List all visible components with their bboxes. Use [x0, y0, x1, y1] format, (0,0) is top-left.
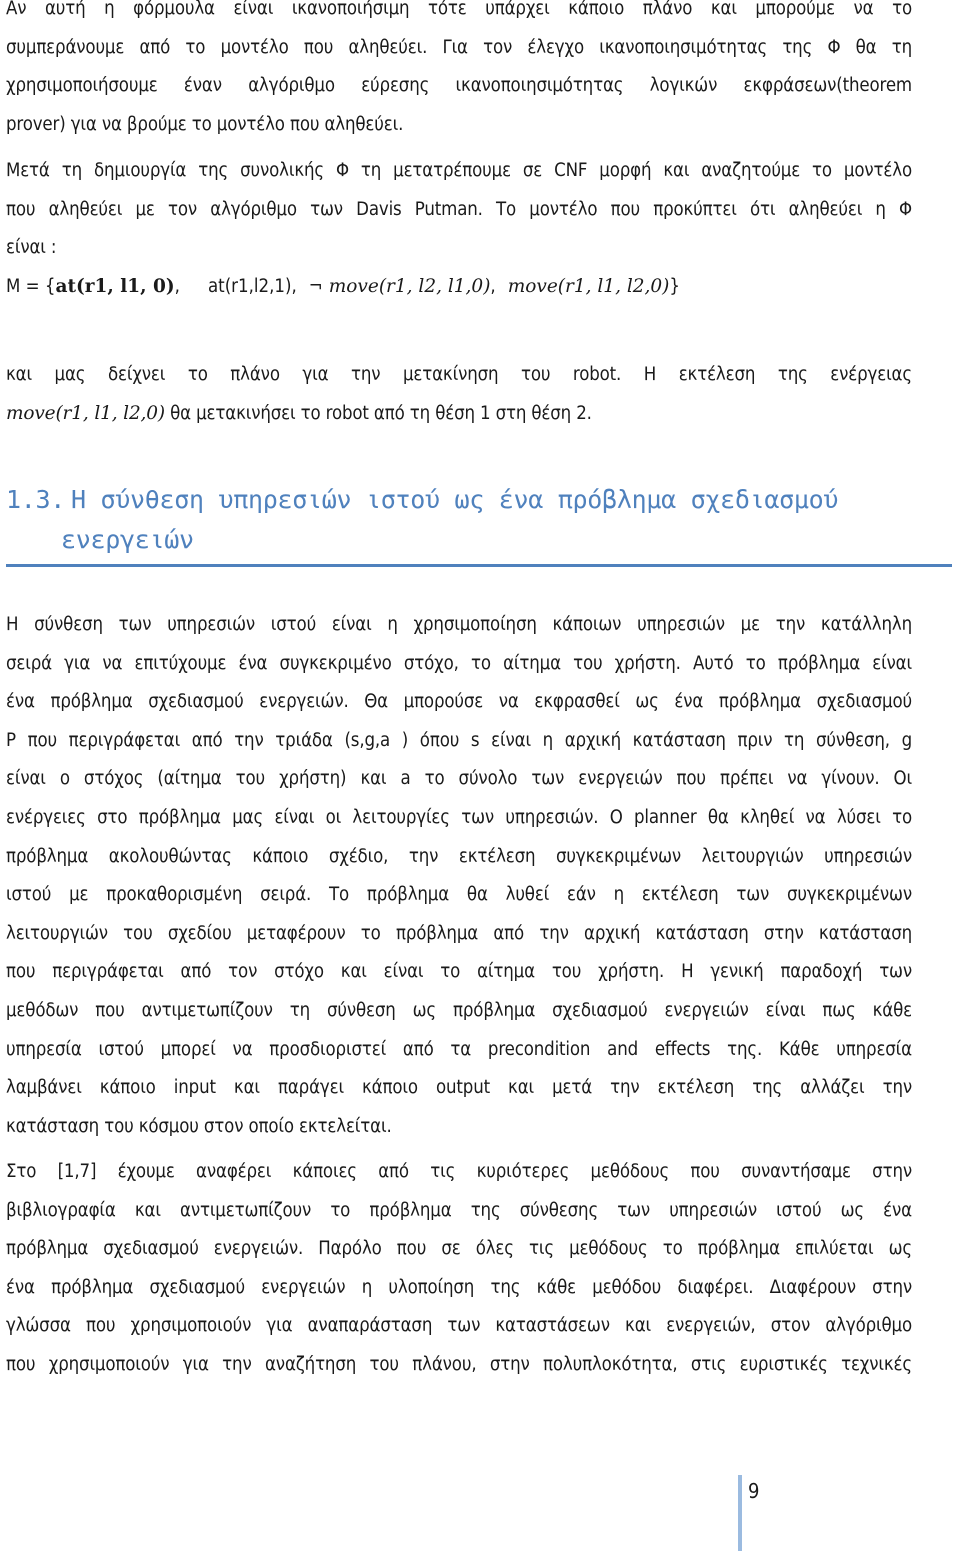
heading-divider — [6, 564, 952, 567]
text-line: βιβλιογραφία και αντιμετωπίζουν το πρόβλημα της σύνθεσης των υπηρεσιών ιστού ως ένα — [6, 1199, 912, 1221]
paragraph-plan — [6, 356, 912, 433]
text-line: ένα πρόβλημα σχεδιασμού ενεργειών η υλοποίηση της κάθε μεθόδου διαφέρει. Διαφέρουν στην — [6, 1276, 912, 1298]
text-line: πρόβλημα σχεδιασμού ενεργειών. Παρόλο που σε όλες τις μεθόδους το πρόβλημα επιλύεται ως — [6, 1238, 912, 1260]
text-line: prover) για να βρούμε το μοντέλο που αληθεύει. — [6, 113, 404, 135]
formula-term-at-1: at(r1, l1, 0) — [55, 276, 175, 297]
text-line: λαμβάνει κάποιο input και παράγει κάποιο output και μετά την εκτέλεση της αλλάζει την — [6, 1077, 912, 1099]
formula-prefix: M = { — [6, 276, 56, 297]
text-line: και μας δείχνει το πλάνο για την μετακίνηση του robot. Η εκτέλεση της ενέργειας — [6, 364, 912, 385]
text-line: ένα πρόβλημα σχεδιασμού ενεργειών. Θα μπορούσε να εκφρασθεί ως ένα πρόβλημα σχεδιασμού — [6, 691, 912, 713]
text-line: σειρά για να επιτύχουμε ένα συγκεκριμένο στόχο, το αίτημα του χρήστη. Αυτό το πρόβλημα είναι — [6, 652, 912, 674]
negation-symbol: ¬ — [308, 276, 323, 297]
formula-term-at-2: at(r1,l2,1) — [207, 276, 292, 297]
text-line: συμπεράνουμε από το μοντέλο που αληθεύει. Για τον έλεγχο ικανοποιησιμότητας της Φ θα τη — [6, 36, 912, 58]
text-line: P που περιγράφεται από την τριάδα (s,g,a ) όπου s είναι η αρχική κατάσταση πριν τη σύνθεση, g — [6, 729, 912, 751]
section-number: 1.3. — [6, 485, 66, 514]
formula-separator: , — [174, 276, 180, 297]
text-line: που χρησιμοποιούν για την αναζήτηση του πλάνου, στην πολυπλοκότητα, στις ευριστικές τεχνικές — [6, 1353, 912, 1375]
text-line: Η σύνθεση των υπηρεσιών ιστού είναι η χρησιμοποίηση κάποιων υπηρεσιών με την κατάλληλη — [6, 614, 912, 635]
text-line: υπηρεσία ιστού μπορεί να προσδιοριστεί από τα precondition and effects της. Κάθε υπηρεσία — [6, 1038, 912, 1060]
section-title-line-1: Η σύνθεση υπηρεσιών ιστού ως ένα πρόβλημα σχεδιασμού — [71, 485, 839, 514]
text-line: κατάσταση του κόσμου στον οποίο εκτελείται. — [6, 1115, 392, 1137]
text-line: μεθόδων που αντιμετωπίζουν τη σύνθεση ως πρόβλημα σχεδιασμού ενεργειών είναι πως κάθε — [6, 999, 912, 1021]
text-line: είναι ο στόχος (αίτημα του χρήστη) και a το σύνολο των ενεργειών που πρέπει να γίνουν. Οι — [6, 768, 912, 790]
page-number: 9 — [748, 1479, 760, 1503]
formula-term-move-2: move(r1, l1, l2,0) — [507, 276, 670, 297]
text-line — [6, 395, 912, 434]
text-line: που αληθεύει με τον αλγόριθμο των Davis Putman. Το μοντέλο που προκύπτει ότι αληθεύει η Φ — [6, 198, 912, 220]
page-number-rule — [738, 1475, 742, 1551]
text-line: χρησιμοποιήσουμε έναν αλγόριθμο εύρεσης ικανοποιησιμότητας λογικών εκφράσεων(theorem — [6, 75, 912, 97]
text-line: ιστού με προκαθορισμένη σειρά. Το πρόβλημα θα λυθεί εάν η εκτέλεση των συγκεκριμένων — [6, 884, 912, 906]
text-line: Αν αυτή η φόρμουλα είναι ικανοποιήσιμη τότε υπάρχει κάποιο πλάνο και μπορούμε να το — [6, 0, 912, 19]
formula-term-move-1: move(r1, l2, l1,0) — [328, 276, 491, 297]
paragraph-cnf — [6, 152, 912, 268]
paragraph-methods — [6, 1153, 912, 1385]
text-line: λειτουργιών του σχεδίου μεταφέρουν το πρόβλημα από την αρχική κατάσταση στην κατάσταση — [6, 922, 912, 944]
text-line: πρόβλημα ακολουθώντας κάποιο σχέδιο, την εκτέλεση συγκεκριμένων λειτουργιών υπηρεσιών — [6, 845, 912, 867]
text-line: Στο [1,7] έχουμε αναφέρει κάποιες από τις κυριότερες μεθόδους που συναντήσαμε στην — [6, 1161, 912, 1182]
section-heading — [6, 480, 926, 560]
text-line: ενέργειες στο πρόβλημα μας είναι οι λειτουργίες των υπηρεσιών. Ο planner θα κληθεί να λύσει το — [6, 806, 912, 828]
formula-separator: , — [291, 276, 297, 297]
inline-text: θα μετακινήσει το robot από τη θέση 1 στη θέση 2. — [164, 402, 592, 424]
text-line: γλώσσα που χρησιμοποιούν για αναπαράσταση των καταστάσεων και ενεργειών, στον αλγόριθμο — [6, 1315, 912, 1337]
paragraph-intro — [6, 0, 912, 144]
section-title-line-2: ενεργειών — [61, 525, 194, 554]
model-formula — [6, 276, 680, 297]
text-line: είναι : — [6, 237, 57, 259]
text-line: Μετά τη δημιουργία της συνολικής Φ τη μετατρέπουμε σε CNF μορφή και αναζητούμε το μοντέλο — [6, 160, 912, 181]
formula-suffix: } — [669, 276, 680, 297]
paragraph-composition — [6, 606, 912, 1146]
text-line: που περιγράφεται από τον στόχο και είναι το αίτημα του χρήστη. Η γενική παραδοχή των — [6, 961, 912, 983]
inline-math: move(r1, l1, l2,0) — [6, 402, 165, 424]
formula-separator: , — [490, 276, 496, 297]
